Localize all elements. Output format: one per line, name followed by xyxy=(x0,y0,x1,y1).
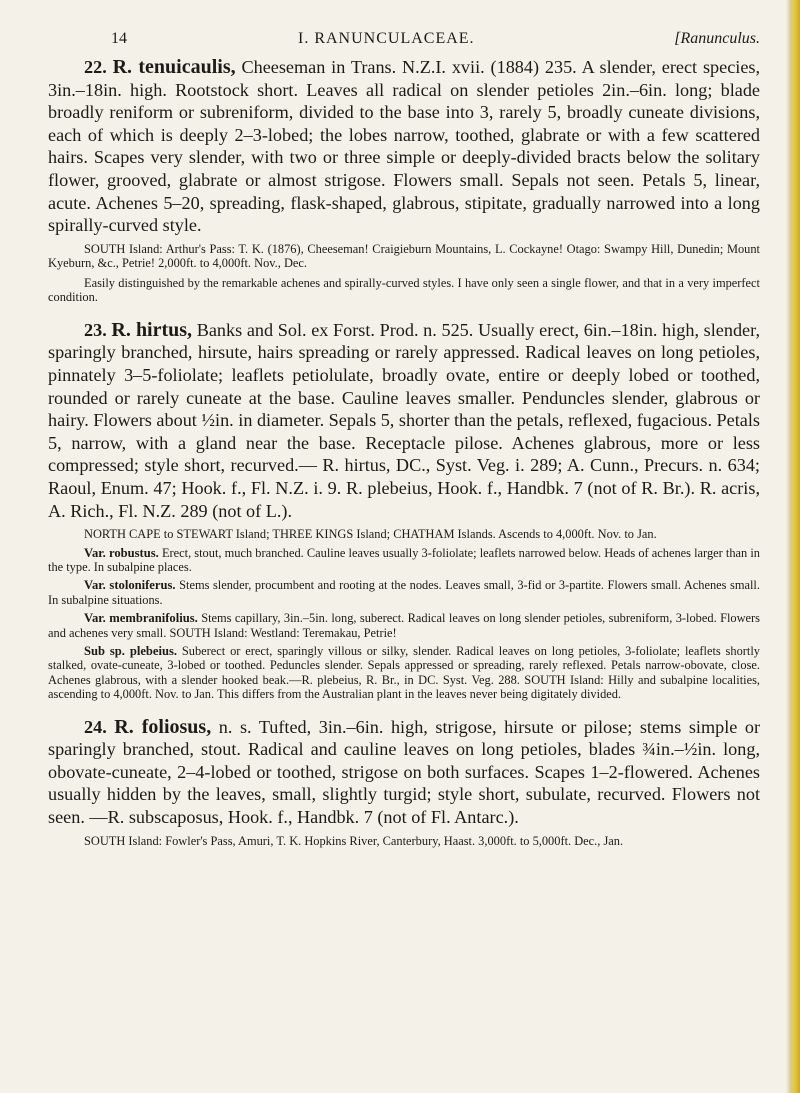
species-description xyxy=(48,716,760,829)
species-text: Banks and Sol. ex Forst. Prod. n. 525. Usually erect, 6in.–18in. high, slender, sparingly branched, hirsute, hairs spreading or rarely appressed. Radical leaves on long petioles, pinnately 3–5-foliolate; leaflets petiolulate, broadly ovate, entire or deeply lobed or toothed, rounded or rarely cuneate at the base. Cauline leaves smaller. Penduncles slender, glabrous or hairy. Flowers about ½in. in diameter. Sepals 5, shorter than the petals, reflexed, fugacious. Petals 5, narrow, with a gland near the base. Receptacle pilose. Achenes glabrous, more or less compressed; style short, recurved.— R. hirtus, DC., Syst. Veg. i. 289; A. Cunn., Precurs. n. 634; Raoul, Enum. 47; Hook. f., Fl. N.Z. i. 9. R. plebeius, Hook. f., Handbk. 7 (not of R. Br.). R. acris, A. Rich., Fl. N.Z. 289 (not of L.). xyxy=(48,319,760,521)
variety-entry xyxy=(48,578,760,607)
species-note: Easily distinguished by the remarkable achenes and spirally-curved styles. I have only seen a single flower, and that in a very imperfect condition. xyxy=(48,275,760,305)
header-section: [Ranunculus. xyxy=(674,30,760,47)
species-entry-24 xyxy=(48,716,760,848)
variety-name: Sub sp. plebeius. xyxy=(84,644,178,659)
species-number: 24. xyxy=(84,716,107,737)
variety-name: Var. stoloniferus. xyxy=(84,578,176,593)
species-text: n. s. Tufted, 3in.–6in. high, strigose, hirsute or pilose; stems simple or sparingly branched, stout. Radical and cauline leaves on long petioles, blades ¾in.–½in. long, obovate-cuneate, 2–4-lobed or toothed, strigose on both surfaces. Scapes 1–2-flowered. Achenes usually hidden by the leaves, small, slightly turgid; style short, subulate, recurved. Flowers not seen. —R. subscaposus, Hook. f., Handbk. 7 (not of Fl. Antarc.). xyxy=(48,716,761,828)
species-description xyxy=(48,319,760,522)
species-locality: NORTH CAPE to STEWART Island; THREE KINGS Island; CHATHAM Islands. Ascends to 4,000ft. Nov. to Jan. xyxy=(84,527,657,542)
running-header xyxy=(48,30,760,56)
header-title: I. RANUNCULACEAE. xyxy=(298,30,475,47)
species-number: 23. xyxy=(84,319,107,340)
variety-text: Erect, stout, much branched. Cauline leaves usually 3-foliolate; leaflets narrowed below. Heads of achenes larger than in the type. In subalpine places. xyxy=(48,545,760,574)
species-text: Cheeseman in Trans. N.Z.I. xvii. (1884) 235. A slender, erect species, 3in.–18in. high. Rootstock short. Leaves all radical on slender petioles 2in.–6in. long; blade broadly reniform or subreniform, divided to the base into 3, rarely 5, broadly cuneate divisions, each of which is deeply 2–3-lobed; the lobes narrow, toothed, glabrate or with a few scattered hairs. Scapes very slender, with two or three simple or deeply-divided bracts below the solitary flower, grooved, glabrate or almost strigose. Flowers small. Sepals not seen. Petals 5, linear, acute. Achenes 5–20, spreading, flask-shaped, glabrous, stipitate, gradually narrowed into a long spirally-curved style. xyxy=(48,57,761,236)
variety-text: Suberect or erect, sparingly villous or silky, slender. Radical leaves on long petioles, 3-foliolate; leaflets shortly stalked, ovate-cuneate, 3-lobed or toothed. Peduncles slender. Sepals appressed or spreading, rarely reflexed. Petals narrow-obovate, close. Achenes glabrous, with a slender hooked beak.—R. plebeius, R. Br., in DC. Syst. Veg. 288. SOUTH Island: Hilly and subalpine localities, ascending to 4,000ft. Nov. to Jan. This differs from the Australian plant in the leaves never being digitately divided. xyxy=(48,644,760,702)
page-edge xyxy=(786,0,800,1093)
variety-entry xyxy=(48,546,760,575)
species-description xyxy=(48,56,760,237)
species-number: 22. xyxy=(84,57,107,77)
species-entry-22 xyxy=(48,56,760,305)
species-name: R. foliosus, xyxy=(114,715,212,738)
species-locality: SOUTH Island: Arthur's Pass: T. K. (1876), Cheeseman! Craigieburn Mountains, L. Cockayne! Otago: Swampy Hill, Dunedin; Mount Kyeburn, &c., Petrie! 2,000ft. to 4,000ft. Nov., Dec. xyxy=(48,241,760,271)
species-locality: SOUTH Island: Fowler's Pass, Amuri, T. K. Hopkins River, Canterbury, Haast. 3,000ft. to 5,000ft. Dec., Jan. xyxy=(84,833,624,848)
variety-name: Var. membranifolius. xyxy=(84,611,198,626)
variety-entry xyxy=(48,611,760,640)
species-entry-23 xyxy=(48,319,760,702)
variety-text: Stems slender, procumbent and rooting at the nodes. Leaves small, 3-fid or 3-partite. Flowers small. Achenes small. In subalpine situations. xyxy=(48,578,760,607)
document-page xyxy=(48,30,760,848)
page-number: 14 xyxy=(111,30,127,47)
variety-name: Var. robustus. xyxy=(84,545,159,560)
variety-text: Stems capillary, 3in.–5in. long, suberect. Radical leaves on long slender petioles, subreniform, 3-lobed. Flowers and achenes very small. SOUTH Island: Westland: Teremakau, Petrie! xyxy=(48,611,760,640)
species-name: R. hirtus, xyxy=(111,318,193,341)
species-name: R. tenuicaulis, xyxy=(112,56,236,78)
variety-entry xyxy=(48,644,760,702)
